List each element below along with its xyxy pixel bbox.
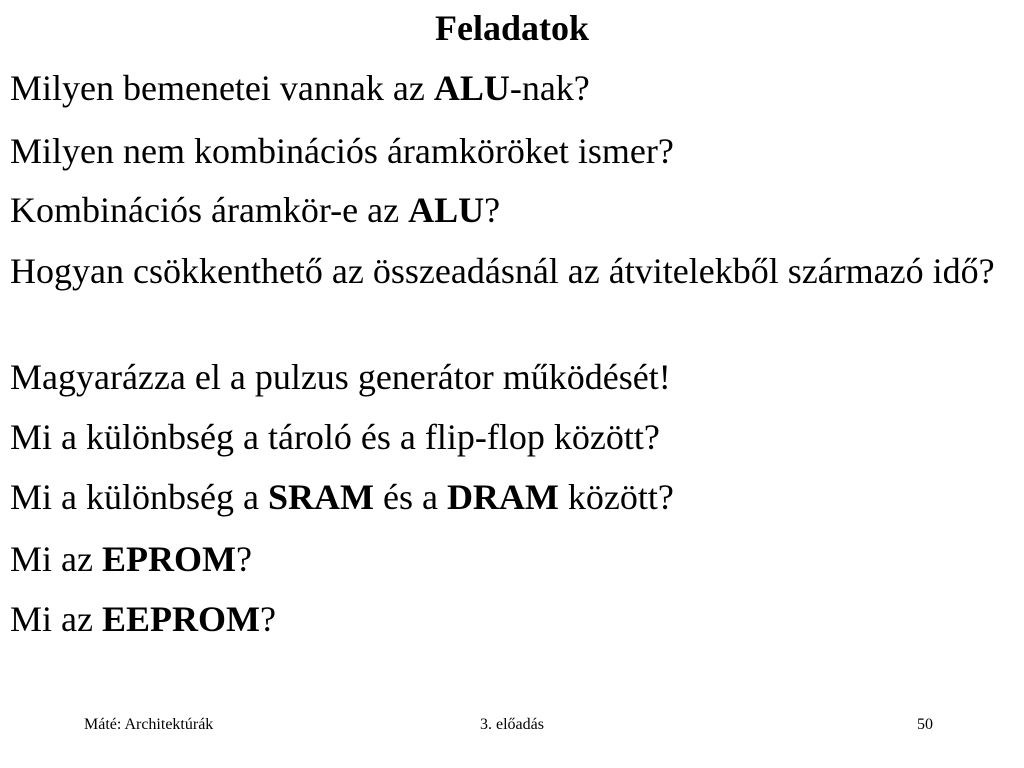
question-keyword: ALU (408, 190, 485, 230)
question-text: ? (259, 599, 276, 639)
question-text: Milyen bemenetei vannak az (10, 68, 434, 108)
question-item-5 (10, 355, 671, 399)
question-keyword: EPROM (101, 539, 236, 579)
question-item-2 (10, 129, 674, 173)
question-text: között? (558, 477, 674, 517)
question-text: és a (373, 477, 447, 517)
question-item-4 (10, 249, 1024, 293)
footer-page-number: 50 (917, 716, 933, 733)
question-text: ? (235, 539, 252, 579)
question-keyword: ALU (433, 68, 510, 108)
footer-lecture: 3. előadás (480, 716, 544, 733)
question-text: -nak? (509, 68, 590, 108)
question-text: Mi a különbség a tároló és a flip-flop között? (10, 417, 660, 457)
question-item-9 (10, 597, 276, 641)
question-item-8 (10, 537, 252, 581)
question-text: Kombinációs áramkör-e az (10, 190, 409, 230)
footer-author: Máté: Architektúrák (84, 716, 214, 733)
question-text: Magyarázza el a pulzus generátor működését! (10, 357, 671, 397)
question-item-7 (10, 475, 674, 519)
question-text: Mi a különbség a (10, 477, 268, 517)
question-text: Mi az (10, 539, 102, 579)
question-text: ? (484, 190, 501, 230)
question-item-3 (10, 188, 500, 232)
question-item-6 (10, 415, 660, 459)
question-keyword: DRAM (446, 477, 559, 517)
question-item-1 (10, 66, 590, 110)
question-text: Milyen nem kombinációs áramköröket ismer? (10, 131, 674, 171)
slide-title: Feladatok (434, 8, 589, 48)
question-text: Hogyan csökkenthető az összeadásnál az átvitelekből származó idő? (10, 251, 995, 291)
question-keyword: SRAM (267, 477, 374, 517)
question-text: Mi az (10, 599, 102, 639)
question-keyword: EEPROM (101, 599, 260, 639)
